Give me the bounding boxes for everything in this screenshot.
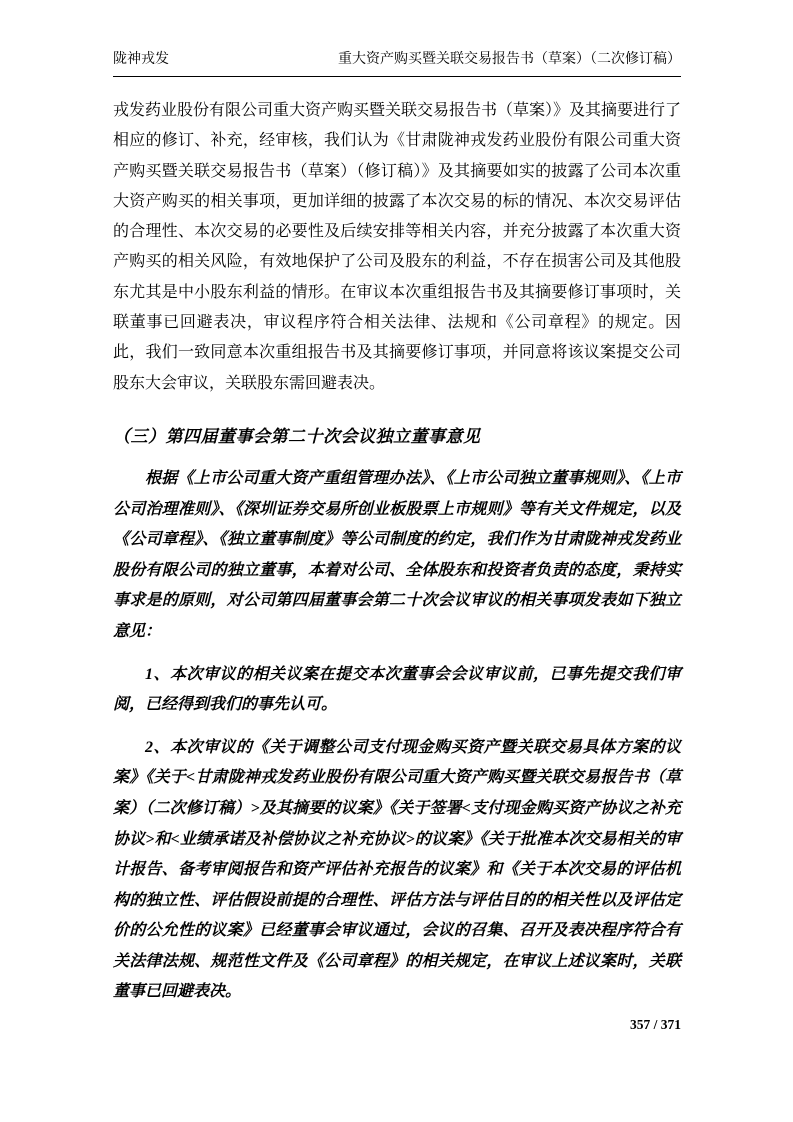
page-body	[113, 96, 681, 1020]
page-footer	[630, 1017, 681, 1033]
opinion-item-2-paragraph: 2、本次审议的《关于调整公司支付现金购买资产暨关联交易具体方案的议案》《关于<甘肃陇神戎发药业股份有限公司重大资产购买暨关联交易报告书（草案）（二次修订稿）>及其摘要的议案》《关于签署<支付现金购买资产协议之补充协议>和<业绩承诺及补偿协议之补充协议>的议案》《关于批准本次交易相关的审计报告、备考审阅报告和资产评估补充报告的议案》和《关于本次交易的评估机构的独立性、评估假设前提的合理性、评估方法与评估目的的相关性以及评估定价的公允性的议案》已经董事会审议通过，会议的召集、召开及表决程序符合有关法律法规、规范性文件及《公司章程》的相关规定，在审议上述议案时，关联董事已回避表决。	[113, 738, 681, 1001]
continuation-paragraph: 戎发药业股份有限公司重大资产购买暨关联交易报告书（草案）》及其摘要进行了相应的修订、补充，经审核，我们认为《甘肃陇神戎发药业股份有限公司重大资产购买暨关联交易报告书（草案）（修订稿）》及其摘要如实的披露了公司本次重大资产购买的相关事项，更加详细的披露了本次交易的标的情况、本次交易评估的合理性、本次交易的必要性及后续安排等相关内容，并充分披露了本次重大资产购买的相关风险，有效地保护了公司及股东的利益，不存在损害公司及其他股东尤其是中小股东利益的情形。在审议本次重组报告书及其摘要修订事项时，关联董事已回避表决，审议程序符合相关法律、法规和《公司章程》的规定。因此，我们一致同意本次重组报告书及其摘要修订事项，并同意将该议案提交公司股东大会审议，关联股东需回避表决。	[113, 102, 682, 392]
independent-opinion-intro-paragraph: 根据《上市公司重大资产重组管理办法》、《上市公司独立董事规则》、《上市公司治理准则》、《深圳证券交易所创业板股票上市规则》等有关文件规定，以及《公司章程》、《独立董事制度》等公司制度的约定，我们作为甘肃陇神戎发药业股份有限公司的独立董事，本着对公司、全体股东和投资者负责的态度，秉持实事求是的原则，对公司第四届董事会第二十次会议审议的相关事项发表如下独立意见：	[113, 469, 681, 640]
page-number: 357 / 371	[629, 1017, 681, 1032]
opinion-item-1-paragraph: 1、本次审议的相关议案在提交本次董事会会议审议前，已事先提交我们审阅，已经得到我们的事先认可。	[113, 665, 681, 714]
page-header	[113, 51, 681, 77]
header-report-title: 重大资产购买暨关联交易报告书（草案）（二次修订稿）	[338, 52, 681, 67]
section-heading: （三）第四届董事会第二十次会议独立董事意见	[113, 426, 481, 446]
header-company-short-name: 陇神戎发	[113, 52, 169, 67]
